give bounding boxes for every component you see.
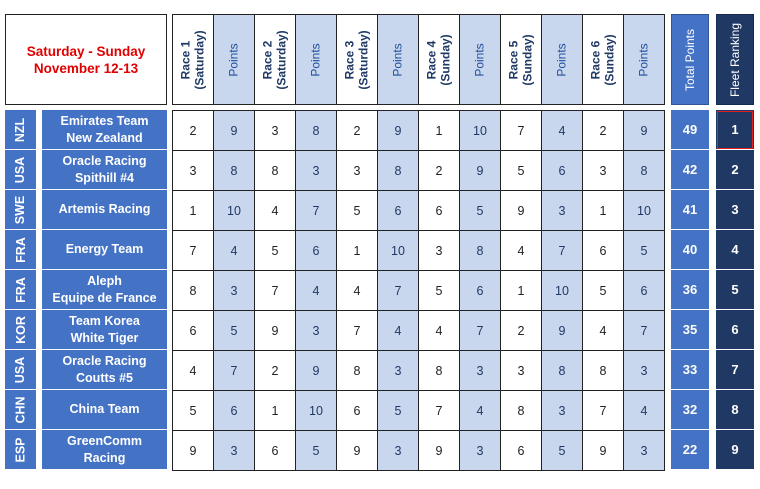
race-position: 9 — [255, 311, 296, 351]
race-position: 5 — [583, 271, 624, 311]
header-race-line: Race 4 — [425, 40, 439, 79]
race-position: 1 — [337, 231, 378, 271]
race-position: 2 — [255, 351, 296, 391]
fleet-rank: 9 — [716, 430, 754, 470]
fleet-rank: 7 — [716, 350, 754, 390]
fleet-rank: 6 — [716, 310, 754, 350]
race-points: 7 — [624, 311, 665, 351]
team-country-code — [5, 350, 36, 390]
team-country-code — [5, 230, 36, 270]
team-name — [42, 430, 167, 470]
results-body — [172, 110, 665, 471]
header-points-5 — [542, 15, 583, 104]
race-position: 4 — [583, 311, 624, 351]
race-points: 4 — [378, 311, 419, 351]
race-position: 9 — [501, 191, 542, 231]
team-name-line: Oracle Racing — [62, 353, 147, 368]
header-race-1 — [173, 15, 214, 104]
header-race-3 — [337, 15, 378, 104]
race-points: 9 — [460, 151, 501, 191]
total-points: 41 — [671, 190, 709, 230]
race-position: 5 — [255, 231, 296, 271]
race-points: 10 — [296, 391, 337, 431]
header-race-2 — [255, 15, 296, 104]
header-points-label: Points — [226, 42, 241, 77]
race-points: 9 — [378, 111, 419, 151]
race-points: 10 — [542, 271, 583, 311]
header-race-label — [343, 30, 371, 89]
header-points-3 — [378, 15, 419, 104]
team-name-line: Coutts #5 — [76, 370, 133, 385]
race-points: 3 — [624, 351, 665, 391]
race-points: 6 — [296, 231, 337, 271]
race-position: 4 — [337, 271, 378, 311]
header-ranking-label: Fleet Ranking — [728, 22, 743, 97]
race-points: 10 — [378, 231, 419, 271]
team-name-line: Aleph — [87, 273, 122, 288]
race-points: 8 — [542, 351, 583, 391]
race-position: 6 — [173, 311, 214, 351]
race-position: 3 — [501, 351, 542, 391]
race-position: 8 — [583, 351, 624, 391]
race-points: 4 — [624, 391, 665, 431]
race-position: 8 — [419, 351, 460, 391]
race-position: 5 — [501, 151, 542, 191]
race-position: 3 — [255, 111, 296, 151]
header-race-line: (Sunday) — [521, 33, 535, 86]
header-points-label: Points — [390, 42, 405, 77]
race-points: 3 — [542, 191, 583, 231]
team-name-line: Team Korea — [69, 313, 140, 328]
race-points: 3 — [214, 271, 255, 311]
header-row — [172, 14, 665, 105]
race-position: 4 — [255, 191, 296, 231]
team-name-line: GreenComm — [66, 433, 143, 448]
race-position: 4 — [501, 231, 542, 271]
header-points-label: Points — [554, 42, 569, 77]
team-country-code — [5, 190, 36, 230]
race-points: 4 — [296, 271, 337, 311]
race-points: 6 — [378, 191, 419, 231]
team-name — [42, 190, 167, 230]
race-points: 5 — [378, 391, 419, 431]
race-points: 9 — [624, 111, 665, 151]
race-position: 9 — [583, 431, 624, 471]
race-position: 6 — [419, 191, 460, 231]
header-total-label: Total Points — [683, 28, 698, 91]
total-points: 22 — [671, 430, 709, 470]
country-code-text: FRA — [13, 236, 28, 263]
race-points: 3 — [460, 431, 501, 471]
team-name-line: China Team — [69, 402, 140, 416]
race-points: 9 — [542, 311, 583, 351]
total-points: 36 — [671, 270, 709, 310]
race-points: 3 — [460, 351, 501, 391]
race-points: 9 — [296, 351, 337, 391]
race-points: 6 — [542, 151, 583, 191]
team-country-code — [5, 310, 36, 350]
event-month: November 12-13 — [33, 60, 139, 76]
race-points: 3 — [296, 151, 337, 191]
header-race-line: Race 3 — [343, 40, 357, 79]
total-points: 40 — [671, 230, 709, 270]
race-points: 5 — [542, 431, 583, 471]
race-position: 3 — [583, 151, 624, 191]
race-points: 10 — [460, 111, 501, 151]
header-race-line: (Sunday) — [439, 33, 453, 86]
total-points: 32 — [671, 390, 709, 430]
race-position: 6 — [337, 391, 378, 431]
race-points: 3 — [378, 351, 419, 391]
race-position: 5 — [419, 271, 460, 311]
header-race-line: Race 2 — [261, 40, 275, 79]
race-position: 8 — [501, 391, 542, 431]
team-name — [42, 270, 167, 310]
header-points-label: Points — [308, 42, 323, 77]
fleet-rank: 5 — [716, 270, 754, 310]
team-name-line: New Zealand — [66, 130, 143, 145]
team-name-line: Artemis Racing — [58, 202, 151, 216]
race-points: 5 — [624, 231, 665, 271]
team-name-line: Oracle Racing — [62, 153, 147, 168]
race-points: 3 — [542, 391, 583, 431]
team-name-line: Equipe de France — [52, 290, 157, 305]
race-position: 2 — [419, 151, 460, 191]
race-points: 3 — [296, 311, 337, 351]
total-points: 33 — [671, 350, 709, 390]
race-position: 6 — [501, 431, 542, 471]
event-dates — [5, 14, 167, 105]
country-code-text: USA — [13, 356, 28, 383]
race-position: 1 — [419, 111, 460, 151]
race-position: 6 — [255, 431, 296, 471]
header-points-label: Points — [472, 42, 487, 77]
race-points: 8 — [378, 151, 419, 191]
total-points: 35 — [671, 310, 709, 350]
race-position: 9 — [419, 431, 460, 471]
total-points: 42 — [671, 150, 709, 190]
race-position: 9 — [337, 431, 378, 471]
race-points: 7 — [214, 351, 255, 391]
fleet-rank: 4 — [716, 230, 754, 270]
team-name — [42, 390, 167, 430]
race-points: 4 — [460, 391, 501, 431]
team-name — [42, 310, 167, 350]
race-position: 7 — [255, 271, 296, 311]
fleet-rank: 3 — [716, 190, 754, 230]
team-country-code — [5, 150, 36, 190]
race-position: 4 — [419, 311, 460, 351]
team-name-line: Spithill #4 — [74, 170, 135, 185]
country-code-text: SWE — [13, 195, 28, 224]
race-points: 8 — [296, 111, 337, 151]
race-points: 4 — [542, 111, 583, 151]
race-position: 3 — [337, 151, 378, 191]
fleet-rank: 8 — [716, 390, 754, 430]
header-race-line: Race 6 — [589, 40, 603, 79]
header-fleet-ranking — [716, 14, 754, 105]
team-country-code — [5, 390, 36, 430]
team-name-line: White Tiger — [70, 330, 139, 345]
header-points-label: Points — [636, 42, 651, 77]
race-position: 8 — [255, 151, 296, 191]
team-country-code — [5, 430, 36, 470]
team-name — [42, 230, 167, 270]
race-position: 1 — [255, 391, 296, 431]
race-points: 4 — [214, 231, 255, 271]
country-code-text: FRA — [13, 276, 28, 303]
race-points: 5 — [214, 311, 255, 351]
header-race-label — [589, 34, 617, 85]
race-points: 10 — [214, 191, 255, 231]
country-code-text: ESP — [13, 436, 28, 463]
header-race-line: (Sunday) — [603, 33, 617, 86]
team-name-line: Energy Team — [65, 242, 144, 256]
race-position: 1 — [173, 191, 214, 231]
race-position: 2 — [501, 311, 542, 351]
team-country-code — [5, 270, 36, 310]
race-position: 9 — [173, 431, 214, 471]
race-position: 5 — [337, 191, 378, 231]
race-points: 5 — [296, 431, 337, 471]
country-code-text: USA — [13, 156, 28, 183]
race-points: 10 — [624, 191, 665, 231]
race-position: 3 — [173, 151, 214, 191]
header-race-6 — [583, 15, 624, 104]
race-points: 8 — [460, 231, 501, 271]
race-points: 7 — [460, 311, 501, 351]
race-points: 9 — [214, 111, 255, 151]
race-position: 2 — [337, 111, 378, 151]
header-race-line: Race 1 — [179, 40, 193, 79]
header-race-label — [261, 30, 289, 89]
race-position: 2 — [583, 111, 624, 151]
header-race-4 — [419, 15, 460, 104]
country-code-text: KOR — [13, 315, 28, 344]
header-total-points — [671, 14, 709, 105]
race-points: 3 — [378, 431, 419, 471]
race-points: 6 — [460, 271, 501, 311]
total-points: 49 — [671, 110, 709, 150]
race-points: 7 — [378, 271, 419, 311]
race-position: 4 — [173, 351, 214, 391]
header-race-label — [179, 30, 207, 89]
race-position: 7 — [173, 231, 214, 271]
header-points-1 — [214, 15, 255, 104]
race-position: 8 — [337, 351, 378, 391]
header-points-4 — [460, 15, 501, 104]
race-points: 6 — [214, 391, 255, 431]
fleet-rank: 2 — [716, 150, 754, 190]
race-position: 7 — [419, 391, 460, 431]
team-name — [42, 110, 167, 150]
race-points: 7 — [542, 231, 583, 271]
header-race-line: (Saturday) — [275, 29, 289, 90]
header-race-5 — [501, 15, 542, 104]
header-race-label — [507, 34, 535, 85]
team-name-line: Racing — [83, 450, 126, 465]
country-code-text: CHN — [13, 395, 28, 424]
race-position: 7 — [337, 311, 378, 351]
team-name — [42, 350, 167, 390]
race-position: 6 — [583, 231, 624, 271]
header-race-line: Race 5 — [507, 40, 521, 79]
race-position: 3 — [419, 231, 460, 271]
header-points-2 — [296, 15, 337, 104]
race-position: 1 — [583, 191, 624, 231]
race-position: 7 — [583, 391, 624, 431]
header-points-6 — [624, 15, 665, 104]
header-race-line: (Saturday) — [357, 29, 371, 90]
race-points: 3 — [214, 431, 255, 471]
team-country-code — [5, 110, 36, 150]
race-points: 8 — [624, 151, 665, 191]
country-code-text: NZL — [13, 117, 28, 142]
race-position: 1 — [501, 271, 542, 311]
race-position: 2 — [173, 111, 214, 151]
race-position: 8 — [173, 271, 214, 311]
race-position: 7 — [501, 111, 542, 151]
fleet-rank[interactable]: 1 — [716, 110, 754, 150]
race-points: 8 — [214, 151, 255, 191]
race-points: 5 — [460, 191, 501, 231]
race-points: 3 — [624, 431, 665, 471]
team-name — [42, 150, 167, 190]
race-position: 5 — [173, 391, 214, 431]
header-race-line: (Saturday) — [193, 29, 207, 90]
race-points: 6 — [624, 271, 665, 311]
race-points: 7 — [296, 191, 337, 231]
event-days: Saturday - Sunday — [26, 43, 146, 59]
team-name-line: Emirates Team — [60, 113, 149, 128]
header-race-label — [425, 34, 453, 85]
